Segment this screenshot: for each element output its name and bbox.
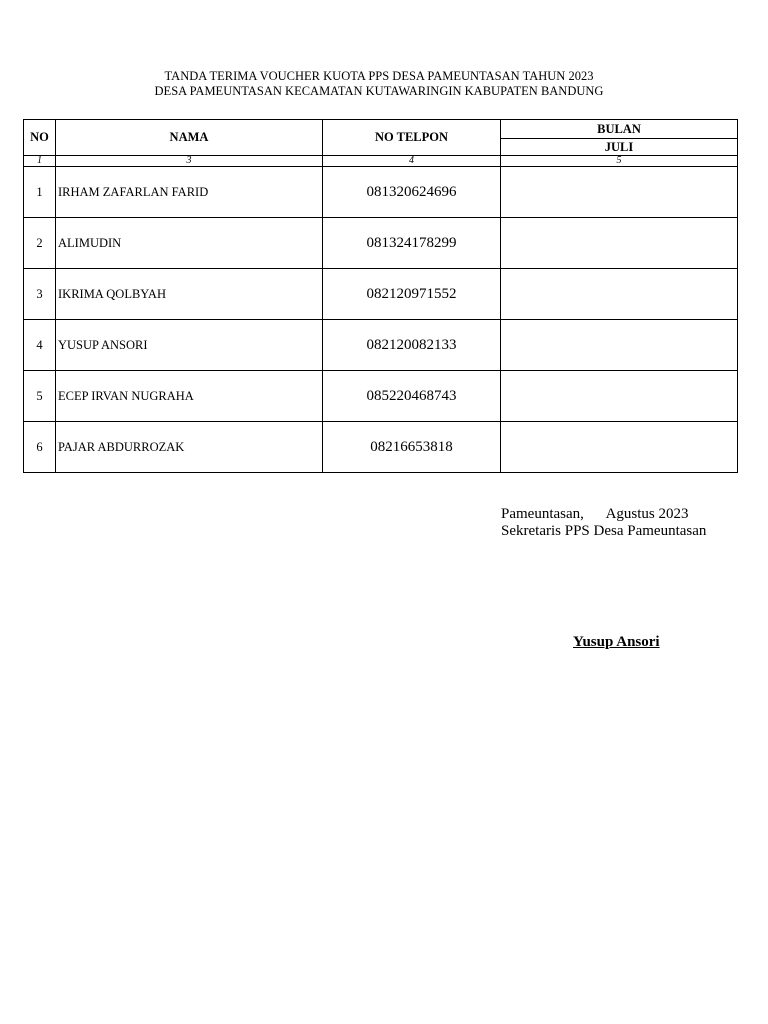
column-number: 4 bbox=[323, 156, 501, 167]
row-no: 2 bbox=[24, 218, 56, 269]
voucher-table bbox=[23, 119, 738, 473]
signature-role: Sekretaris PPS Desa Pameuntasan bbox=[501, 523, 707, 539]
header-bulan: BULAN bbox=[501, 120, 738, 139]
column-number: 5 bbox=[501, 156, 738, 167]
column-number-row bbox=[24, 156, 738, 167]
row-juli bbox=[501, 422, 738, 473]
signer-name: Yusup Ansori bbox=[573, 634, 660, 650]
row-nama: YUSUP ANSORI bbox=[56, 320, 323, 371]
signature-place-date: Pameuntasan, Agustus 2023 bbox=[501, 506, 689, 522]
row-no: 3 bbox=[24, 269, 56, 320]
table-row bbox=[24, 422, 738, 473]
table-row bbox=[24, 167, 738, 218]
row-no: 4 bbox=[24, 320, 56, 371]
table-row bbox=[24, 269, 738, 320]
row-no: 1 bbox=[24, 167, 56, 218]
row-telpon: 08216653818 bbox=[323, 422, 501, 473]
row-juli bbox=[501, 269, 738, 320]
header-juli: JULI bbox=[501, 139, 738, 156]
column-number: 3 bbox=[56, 156, 323, 167]
header-nama: NAMA bbox=[56, 120, 323, 156]
row-nama: ALIMUDIN bbox=[56, 218, 323, 269]
row-telpon: 085220468743 bbox=[323, 371, 501, 422]
row-telpon: 082120082133 bbox=[323, 320, 501, 371]
row-nama: PAJAR ABDURROZAK bbox=[56, 422, 323, 473]
row-no: 6 bbox=[24, 422, 56, 473]
document-title: TANDA TERIMA VOUCHER KUOTA PPS DESA PAMEUNTASAN TAHUN 2023 bbox=[164, 69, 594, 83]
table-row bbox=[24, 218, 738, 269]
row-nama: IKRIMA QOLBYAH bbox=[56, 269, 323, 320]
row-juli bbox=[501, 167, 738, 218]
row-telpon: 081324178299 bbox=[323, 218, 501, 269]
table-row bbox=[24, 371, 738, 422]
column-number: 1 bbox=[24, 156, 56, 167]
row-no: 5 bbox=[24, 371, 56, 422]
row-telpon: 081320624696 bbox=[323, 167, 501, 218]
document-subtitle: DESA PAMEUNTASAN KECAMATAN KUTAWARINGIN KABUPATEN BANDUNG bbox=[154, 84, 604, 98]
header-no: NO bbox=[24, 120, 56, 156]
row-nama: ECEP IRVAN NUGRAHA bbox=[56, 371, 323, 422]
row-juli bbox=[501, 320, 738, 371]
table-row bbox=[24, 320, 738, 371]
header-telpon: NO TELPON bbox=[323, 120, 501, 156]
row-telpon: 082120971552 bbox=[323, 269, 501, 320]
row-juli bbox=[501, 371, 738, 422]
row-juli bbox=[501, 218, 738, 269]
row-nama: IRHAM ZAFARLAN FARID bbox=[56, 167, 323, 218]
